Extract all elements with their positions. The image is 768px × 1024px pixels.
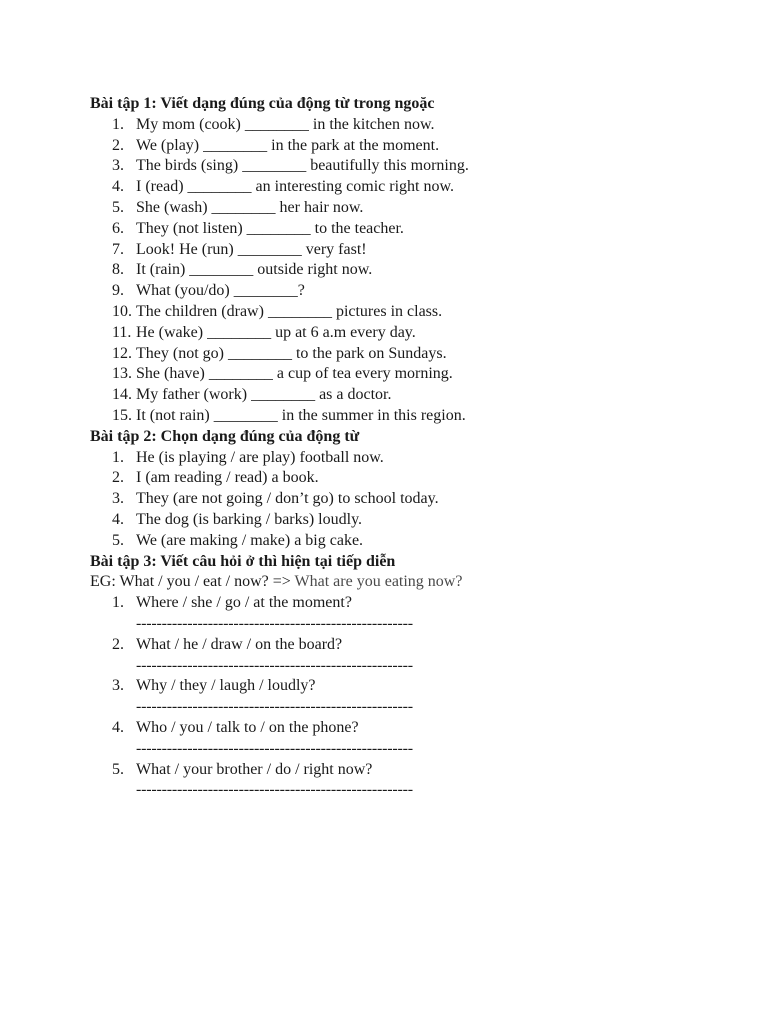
list-item (90, 219, 730, 240)
list-item (90, 198, 730, 219)
exercise-3-title: Bài tập 3: Viết câu hỏi ở thì hiện tại tiếp diễn (90, 552, 396, 570)
item-number: 1. (112, 115, 124, 133)
item-text: Look! He (run) ________ very fast! (136, 240, 367, 258)
exercise-2-title: Bài tập 2: Chọn dạng đúng của động từ (90, 427, 360, 445)
item-number: 1. (112, 448, 124, 466)
item-text: They (not go) ________ to the park on Sundays. (136, 344, 447, 362)
item-text: She (wash) ________ her hair now. (136, 198, 364, 216)
item-text: The dog (is barking / barks) loudly. (136, 510, 363, 528)
item-text: They (not listen) ________ to the teacher. (136, 219, 404, 237)
item-number: 2. (112, 469, 124, 487)
item-text: My mom (cook) ________ in the kitchen now. (136, 115, 435, 133)
item-text: What / he / draw / on the board? (136, 635, 343, 653)
list-item (90, 489, 730, 510)
item-text: I (am reading / read) a book. (136, 469, 319, 487)
item-text: Why / they / laugh / loudly? (136, 677, 316, 695)
item-text: The birds (sing) ________ beautifully this morning. (136, 157, 469, 175)
answer-line-row (90, 656, 730, 677)
list-item (90, 260, 730, 281)
item-number: 11. (112, 323, 132, 341)
exercise-3-list (90, 593, 730, 801)
list-item (90, 115, 730, 136)
list-item (90, 281, 730, 302)
list-item (90, 718, 730, 739)
worksheet-content (90, 94, 730, 801)
item-number: 10. (112, 302, 132, 320)
item-number: 5. (112, 760, 124, 778)
answer-line-row (90, 780, 730, 801)
item-number: 9. (112, 282, 124, 300)
item-text: What / your brother / do / right now? (136, 760, 373, 778)
item-text: Where / she / go / at the moment? (136, 594, 352, 612)
item-text: What (you/do) ________? (136, 282, 305, 300)
exercise-2-list (90, 448, 730, 552)
item-text: He (is playing / are play) football now. (136, 448, 384, 466)
answer-line: ------------------------------------------------------ (136, 698, 413, 716)
list-item (90, 156, 730, 177)
list-item (90, 344, 730, 365)
example-answer: What are you eating now? (294, 573, 463, 591)
list-item (90, 448, 730, 469)
list-item (90, 510, 730, 531)
item-text: My father (work) ________ as a doctor. (136, 386, 392, 404)
item-number: 3. (112, 677, 124, 695)
item-text: She (have) ________ a cup of tea every morning. (136, 365, 453, 383)
list-item (90, 302, 730, 323)
list-item (90, 468, 730, 489)
list-item (90, 406, 730, 427)
item-text: I (read) ________ an interesting comic right now. (136, 178, 454, 196)
item-number: 6. (112, 219, 124, 237)
item-number: 5. (112, 531, 124, 549)
answer-line-row (90, 614, 730, 635)
item-text: We (are making / make) a big cake. (136, 531, 364, 549)
item-number: 14. (112, 386, 132, 404)
exercise-1-title: Bài tập 1: Viết dạng đúng của động từ trong ngoặc (90, 95, 435, 112)
item-number: 2. (112, 136, 124, 154)
item-text: Who / you / talk to / on the phone? (136, 718, 359, 736)
list-item (90, 385, 730, 406)
example-prompt: EG: What / you / eat / now? => (90, 573, 295, 591)
list-item (90, 635, 730, 656)
item-number: 12. (112, 344, 132, 362)
answer-line: ------------------------------------------------------ (136, 614, 413, 632)
answer-line-row (90, 697, 730, 718)
list-item (90, 323, 730, 344)
list-item (90, 676, 730, 697)
item-text: We (play) ________ in the park at the moment. (136, 136, 440, 154)
answer-line: ------------------------------------------------------ (136, 656, 413, 674)
item-number: 5. (112, 198, 124, 216)
item-text: It (rain) ________ outside right now. (136, 261, 373, 279)
item-number: 4. (112, 510, 124, 528)
item-number: 15. (112, 406, 132, 424)
item-number: 8. (112, 261, 124, 279)
item-number: 13. (112, 365, 132, 383)
item-text: The children (draw) ________ pictures in class. (136, 302, 443, 320)
exercise-1-list (90, 115, 730, 427)
list-item (90, 593, 730, 614)
item-number: 1. (112, 594, 124, 612)
item-number: 2. (112, 635, 124, 653)
item-number: 7. (112, 240, 124, 258)
item-number: 4. (112, 178, 124, 196)
item-text: They (are not going / don’t go) to school today. (136, 490, 439, 508)
item-number: 3. (112, 490, 124, 508)
list-item (90, 760, 730, 781)
list-item (90, 136, 730, 157)
answer-line: ------------------------------------------------------ (136, 781, 413, 799)
item-text: It (not rain) ________ in the summer in this region. (136, 406, 466, 424)
answer-line: ------------------------------------------------------ (136, 739, 413, 757)
answer-line-row (90, 739, 730, 760)
item-number: 3. (112, 157, 124, 175)
list-item (90, 240, 730, 261)
item-number: 4. (112, 718, 124, 736)
list-item (90, 531, 730, 552)
item-text: He (wake) ________ up at 6 a.m every day. (136, 323, 416, 341)
example-line (90, 572, 730, 593)
list-item (90, 364, 730, 385)
list-item (90, 177, 730, 198)
